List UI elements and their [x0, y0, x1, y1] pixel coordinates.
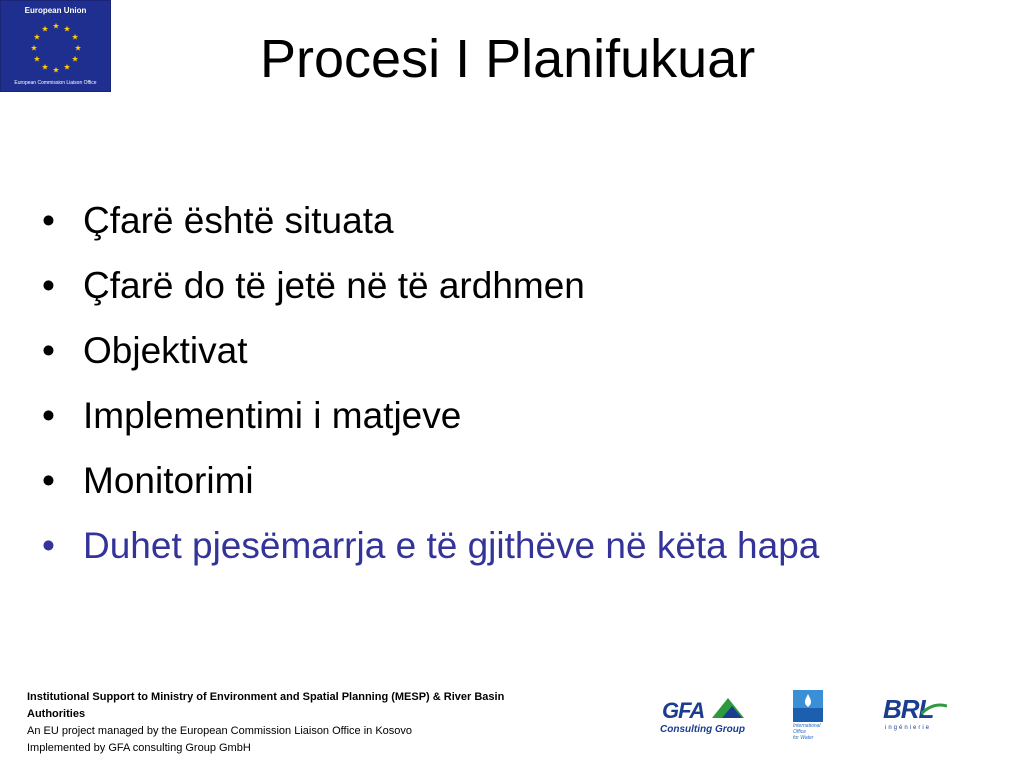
- eu-star: [64, 26, 70, 32]
- bullet-glyph: •: [42, 330, 55, 371]
- bullet-list: [42, 188, 819, 578]
- eu-star: [75, 45, 81, 51]
- bullet-glyph: •: [42, 525, 55, 566]
- brl-swoosh-icon: [921, 700, 947, 718]
- footer-managed-line: An EU project managed by the European Commission Liaison Office in Kosovo: [27, 725, 413, 737]
- gfa-logo-word: GFA: [662, 698, 705, 723]
- gfa-logo-subtitle: Consulting Group: [660, 724, 745, 735]
- bullet-item: [42, 188, 819, 253]
- bullet-text: Implementimi i matjeve: [83, 395, 462, 436]
- brl-logo-word: BRL: [883, 694, 934, 724]
- bullet-item: [42, 383, 819, 448]
- eu-badge-top-label: European Union: [24, 6, 87, 15]
- bullet-text: Objektivat: [83, 330, 248, 371]
- bullet-item: [42, 448, 819, 513]
- eu-star: [72, 56, 78, 62]
- bullet-text: Çfarë do të jetë në të ardhmen: [83, 265, 585, 306]
- brl-logo: [883, 694, 947, 738]
- bullet-glyph: •: [42, 265, 55, 306]
- oiw-line: Office: [793, 729, 807, 735]
- oiw-logo-text: [793, 723, 821, 741]
- bullet-text: Çfarë është situata: [83, 200, 394, 241]
- eu-star: [53, 67, 59, 73]
- eu-stars-icon: [15, 17, 97, 79]
- bullet-item-highlight: [42, 513, 819, 578]
- international-office-for-water-logo: [793, 690, 837, 746]
- bullet-item: [42, 253, 819, 318]
- footer-implemented-line: Implemented by GFA consulting Group GmbH: [27, 742, 251, 754]
- footer-project-line: Institutional Support to Ministry of Environment and Spatial Planning (MESP) & River Basin Authorities: [27, 691, 505, 720]
- water-drop-icon: [793, 690, 823, 722]
- bullet-text: Duhet pjesëmarrja e të gjithëve në këta hapa: [83, 525, 820, 566]
- eu-star: [31, 45, 37, 51]
- eu-star: [64, 64, 70, 70]
- eu-star: [53, 23, 59, 29]
- eu-badge-bottom-label: European Commission Liaison Office: [14, 80, 97, 86]
- eu-star: [34, 34, 40, 40]
- gfa-logo: [660, 696, 750, 738]
- eu-logo: [0, 0, 111, 92]
- bullet-text: Monitorimi: [83, 460, 254, 501]
- eu-star: [42, 64, 48, 70]
- eu-star: [42, 26, 48, 32]
- slide-title: Procesi I Planifukuar: [260, 29, 756, 89]
- oiw-line: International: [793, 723, 821, 729]
- eu-star: [34, 56, 40, 62]
- eu-star: [72, 34, 78, 40]
- bullet-item: [42, 318, 819, 383]
- bullet-glyph: •: [42, 395, 55, 436]
- footer-credits: [27, 689, 557, 757]
- bullet-glyph: •: [42, 200, 55, 241]
- gfa-triangle-icon: [708, 696, 748, 720]
- oiw-line: for Water: [793, 735, 814, 741]
- bullet-glyph: •: [42, 460, 55, 501]
- brl-logo-subtitle: ingénierie: [885, 725, 932, 731]
